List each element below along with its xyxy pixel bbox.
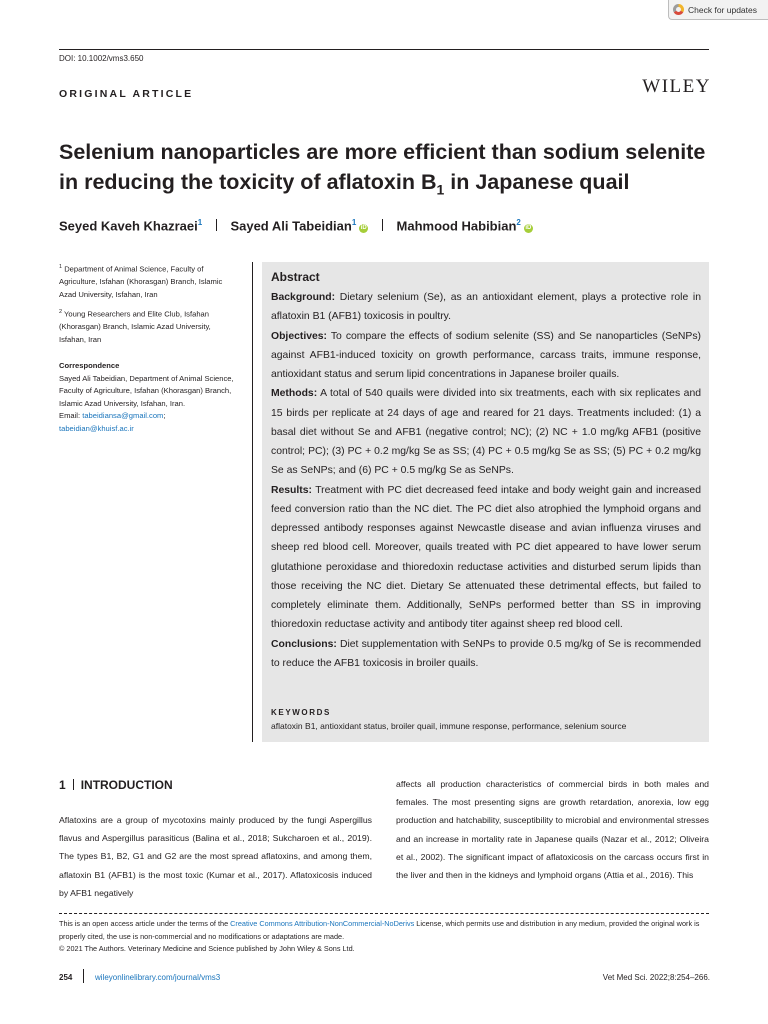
keywords-title: KEYWORDS bbox=[271, 708, 331, 717]
abstract-conclusions: Conclusions: Diet supplementation with SeNPs to provide 0.5 mg/kg of Se is recommended to reduce the AFB1 toxicosis in broiler quails. bbox=[271, 638, 701, 669]
license-divider bbox=[59, 913, 709, 914]
abstract-divider bbox=[252, 262, 253, 742]
correspondence-text: Sayed Ali Tabeidian, Department of Animal Science, Faculty of Agriculture, Isfahan (Khorasgan) Branch, Islamic Azad University, Isfahan, Iran. bbox=[59, 373, 234, 408]
intro-column-left bbox=[59, 811, 372, 902]
affiliation-1: $^1$ Department of Animal Science, Faculty of Agriculture, Isfahan (Khorasgan) Branch, Islamic Azad University, Isfahan, Iran bbox=[59, 264, 223, 299]
check-for-updates-badge[interactable] bbox=[668, 0, 768, 20]
correspondence bbox=[59, 360, 239, 435]
abstract-results: Results: Treatment with PC diet decreased feed intake and body weight gain and increased feed conversion ratio than the NC diet. The PC diet also atrophied the lymphoid organs and depressed antibody responses against Newcastle disease and avian influenza viruses and sheep red blood cell. Moreover, quails treated with PC diet appeared to have lower serum glutathione peroxidase and thioredoxin reductase activities and disturbed serum lipids than those receiving the NC diet. Dietary Se attenuated these detrimental effects, but failed to completely eliminate them. Additionally, SeNPs performed better than SS in improving thioredoxin reductase activity and antibody titer against sheep red blood cell. bbox=[271, 484, 701, 631]
email-link[interactable]: tabeidian@khuisf.ac.ir bbox=[59, 423, 134, 433]
author-list: Seyed Kaveh Khazraei$^1$ Sayed Ali Tabeidian$^1$iD Mahmood Habibian$^2$iD bbox=[59, 218, 532, 234]
title-line-2: in reducing the toxicity of aflatoxin $B_1$ in Japanese quail bbox=[59, 170, 630, 198]
abstract-background: Background: Dietary selenium (Se), as an antioxidant element, plays a protective role in aflatoxin B1 (AFB1) toxicosis in poultry. bbox=[271, 292, 701, 323]
license-link[interactable]: Creative Commons Attribution-NonCommercial-NoDerivs bbox=[230, 919, 415, 928]
author-separator bbox=[216, 219, 217, 231]
abstract-methods: Methods: A total of 540 quails were divided into six treatments, each with six replicates and 15 birds per replicate at 24 days of age and reared for 21 days. Treatments included: (1) a basal diet without Se and AFB1 (negative control; NC); (2) NC + 1.0 mg/kg AFB1 (positive control; PC); (3) PC + 0.2 mg/kg Se as SS; (4) PC + 0.5 mg/kg Se as SS; (5) PC + 0.2 mg/kg Se as SeNPs; and (6) PC + 0.5 mg/kg Se as SeNPs. bbox=[271, 388, 701, 477]
crossmark-icon bbox=[673, 4, 684, 15]
publisher-logo: WILEY bbox=[642, 76, 711, 97]
intro-paragraph: affects all production characteristics of commercial birds in both males and females. The most presenting signs are growth retardation, anorexia, low egg production and hatchability, susceptibility to microbial and environmental stresses and an increase in mortality rate in Japanese quails (Nazar et al., 2012; Oliveira et al., 2002). The significant impact of aflatoxicosis on the carcass occurs first in the liver and then in the kidneys and lymphoid organs (Attia et al., 2016). This bbox=[396, 779, 709, 881]
intro-paragraph: Aflatoxins are a group of mycotoxins mainly produced by the fungi Aspergillus flavus and Aspergillus parasiticus (Balina et al., 2018; Sukcharoen et al., 2019). The types B1, B2, G1 and G2 are the most spread aflatoxins, and among them, aflatoxin B1 (AFB1) is the most toxic (Kumar et al., 2017). Aflatoxicosis induced by AFB1 negatively bbox=[59, 815, 372, 898]
license-notice: This is an open access article under the terms of the Creative Commons Attribution-NonCommercial-NoDerivs License, which permits use and distribution in any medium, provided the original work is properly cited, the use is non-commercial and no modifications or adaptations are made. © 2021 The Authors. Veterinary Medicine and Science published by John Wiley & Sons Ltd. bbox=[59, 918, 709, 956]
affiliation-2: $^2$ Young Researchers and Elite Club, Isfahan (Khorasgan) Branch, Islamic Azad University, Isfahan, Iran bbox=[59, 309, 211, 344]
correspondence-title: Correspondence bbox=[59, 361, 120, 370]
intro-column-right bbox=[396, 775, 709, 884]
keywords: aflatoxin B1, antioxidant status, broiler quail, immune response, performance, selenium source bbox=[271, 721, 627, 731]
abstract-objectives: Objectives: To compare the effects of sodium selenite (SS) and Se nanoparticles (SeNPs) against AFB1-induced toxicity on growth performance, carcass traits, immune response, antioxidant status and serum lipid concentrations in Japanese broiler quails. bbox=[271, 330, 701, 380]
check-for-updates-label: Check for updates bbox=[688, 4, 757, 15]
article-type: ORIGINAL ARTICLE bbox=[59, 88, 194, 100]
author-separator bbox=[382, 219, 383, 231]
abstract bbox=[271, 268, 701, 673]
author-name[interactable]: Sayed Ali Tabeidian bbox=[230, 218, 352, 234]
title-line-1: Selenium nanoparticles are more efficient than sodium selenite bbox=[59, 140, 706, 164]
doi: DOI: 10.1002/vms3.650 bbox=[59, 54, 144, 63]
abstract-heading: Abstract bbox=[271, 270, 320, 284]
citation: Vet Med Sci. 2022;8:254–266. bbox=[602, 973, 710, 982]
orcid-icon[interactable]: iD bbox=[360, 225, 367, 232]
journal-url[interactable]: wileyonlinelibrary.com/journal/vms3 bbox=[95, 973, 221, 982]
correspondence-email: Email: tabeidiansa@gmail.com; tabeidian@khuisf.ac.ir bbox=[59, 411, 166, 433]
section-heading: 1 INTRODUCTION bbox=[59, 778, 173, 792]
copyright: © 2021 The Authors. Veterinary Medicine and Science published by John Wiley & Sons Ltd. bbox=[59, 944, 355, 954]
author-name[interactable]: Mahmood Habibian bbox=[396, 218, 517, 234]
article-title bbox=[59, 137, 719, 197]
email-link[interactable]: tabeidiansa@gmail.com bbox=[82, 411, 164, 420]
footer-divider bbox=[83, 969, 84, 983]
author-name[interactable]: Seyed Kaveh Khazraei bbox=[59, 218, 198, 234]
page-number: 254 bbox=[59, 973, 73, 982]
header-rule bbox=[59, 49, 709, 50]
orcid-icon[interactable]: iD bbox=[525, 225, 532, 232]
